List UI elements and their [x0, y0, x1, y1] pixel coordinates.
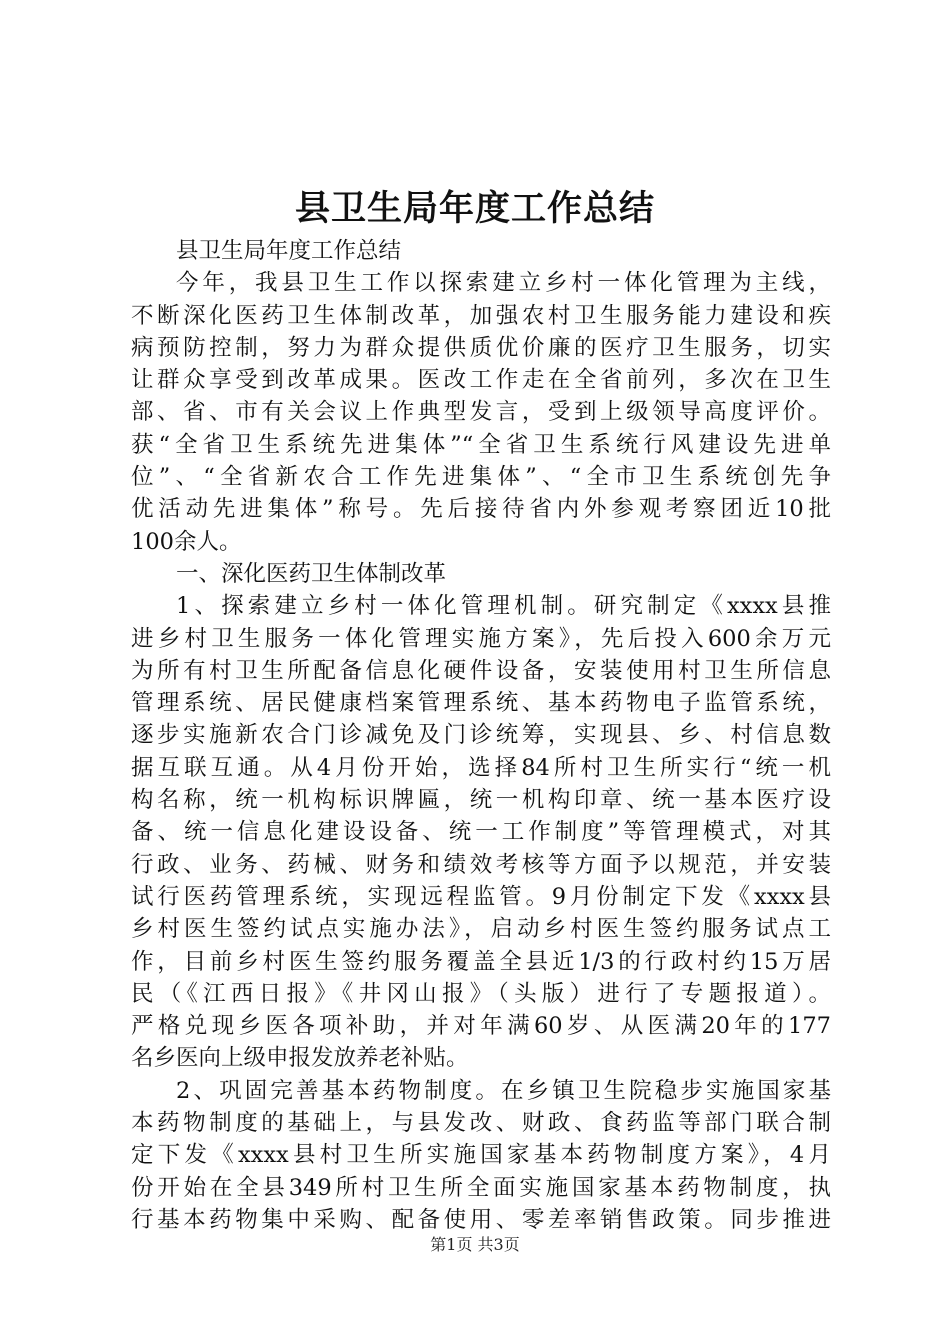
body-line: 备、统一信息化建设设备、统一工作制度”等管理模式，对其 — [131, 819, 831, 846]
body-line: 据互联互通。从4月份开始，选择84所村卫生所实行“统一机 — [131, 754, 831, 781]
body-line: 优活动先进集体”称号。先后接待省内外参观考察团近10批 — [131, 496, 831, 523]
body-line: 民（《江西日报》《井冈山报》（头版）进行了专题报道）。 — [131, 980, 831, 1007]
page-footer: 第1页 共3页 — [430, 1235, 520, 1254]
body-line: 逐步实施新农合门诊减免及门诊统筹，实现县、乡、村信息数 — [131, 722, 831, 749]
body-line: 县卫生局年度工作总结 — [176, 238, 402, 264]
section-heading: 一、深化医药卫生体制改革 — [176, 560, 447, 587]
body-line: 本药物制度的基础上，与县发改、财政、食药监等部门联合制 — [131, 1110, 831, 1137]
body-line: 行政、业务、药械、财务和绩效考核等方面予以规范，并安装 — [131, 851, 831, 878]
body-line: 进乡村卫生服务一体化管理实施方案》，先后投入600余万元 — [131, 625, 831, 652]
body-line: 行基本药物集中采购、配备使用、零差率销售政策。同步推进 — [131, 1206, 831, 1233]
body-line: 乡村医生签约试点实施办法》，启动乡村医生签约服务试点工 — [131, 916, 831, 943]
body-line: 定下发《xxxx县村卫生所实施国家基本药物制度方案》，4月 — [131, 1142, 831, 1169]
body-line: 管理系统、居民健康档案管理系统、基本药物电子监管系统， — [131, 690, 831, 717]
body-line: 今年，我县卫生工作以探索建立乡村一体化管理为主线， — [176, 270, 831, 297]
body-line: 100余人。 — [131, 528, 242, 555]
body-line: 严格兑现乡医各项补助，并对年满60岁、从医满20年的177 — [131, 1013, 831, 1040]
document-title: 县卫生局年度工作总结 — [294, 188, 655, 229]
document-body — [131, 235, 831, 1236]
body-line: 不断深化医药卫生体制改革，加强农村卫生服务能力建设和疾 — [131, 302, 831, 329]
body-line: 份开始在全县349所村卫生所全面实施国家基本药物制度，执 — [131, 1174, 831, 1201]
body-line: 1、探索建立乡村一体化管理机制。研究制定《xxxx县推 — [176, 593, 831, 620]
body-line: 位”、“全省新农合工作先进集体”、“全市卫生系统创先争 — [131, 464, 831, 491]
body-line: 试行医药管理系统，实现远程监管。9月份制定下发《xxxx县 — [131, 883, 831, 910]
body-line: 作，目前乡村医生签约服务覆盖全县近1/3的行政村约15万居 — [131, 948, 831, 975]
body-line: 病预防控制，努力为群众提供质优价廉的医疗卫生服务，切实 — [131, 334, 831, 361]
body-line: 名乡医向上级申报发放养老补贴。 — [131, 1045, 469, 1072]
body-line: 部、省、市有关会议上作典型发言，受到上级领导高度评价。 — [131, 399, 831, 426]
body-line: 2、巩固完善基本药物制度。在乡镇卫生院稳步实施国家基 — [176, 1077, 831, 1104]
body-line: 让群众享受到改革成果。医改工作走在全省前列，多次在卫生 — [131, 367, 831, 394]
body-line: 为所有村卫生所配备信息化硬件设备，安装使用村卫生所信息 — [131, 657, 831, 684]
body-line: 获“全省卫生系统先进集体”“全省卫生系统行风建设先进单 — [131, 431, 831, 458]
body-line: 构名称，统一机构标识牌匾，统一机构印章、统一基本医疗设 — [131, 787, 831, 814]
